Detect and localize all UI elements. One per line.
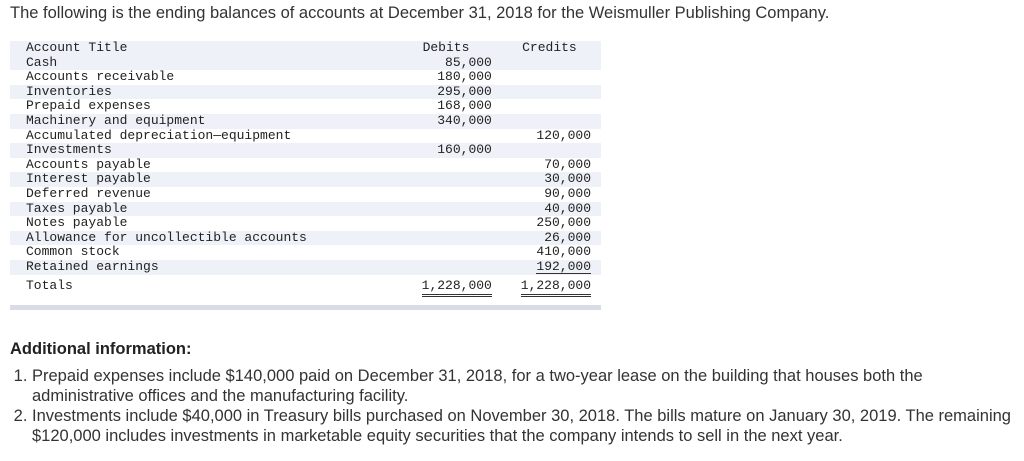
account-title-cell: Inventories	[10, 85, 394, 100]
account-title-cell: Allowance for uncollectible accounts	[10, 231, 394, 246]
debit-cell	[394, 114, 498, 129]
credit-cell	[498, 114, 601, 129]
credit-cell	[498, 202, 601, 217]
credit-value: 250,000	[536, 215, 591, 231]
table-row	[10, 70, 601, 85]
header-credits: Credits	[498, 41, 601, 56]
debit-cell	[394, 158, 498, 173]
debit-value: 340,000	[437, 112, 492, 128]
credit-value: 410,000	[536, 244, 591, 260]
table-row	[10, 172, 601, 187]
table-row	[10, 99, 601, 114]
account-title-cell: Accounts payable	[26, 156, 151, 172]
debit-cell	[394, 172, 498, 187]
debit-cell	[394, 202, 498, 217]
table-row	[10, 143, 601, 158]
account-title-cell: Deferred revenue	[26, 185, 151, 201]
account-title-cell: Cash	[10, 56, 394, 71]
credit-value: 30,000	[544, 171, 591, 187]
debit-cell	[394, 260, 498, 275]
credit-cell	[498, 172, 601, 187]
debit-cell	[394, 245, 498, 260]
credit-value: 70,000	[544, 156, 591, 172]
debit-value: 180,000	[437, 69, 492, 85]
credit-value: 40,000	[544, 200, 591, 216]
debit-value: 168,000	[437, 98, 492, 114]
table-row	[10, 245, 601, 260]
credit-cell	[498, 99, 601, 114]
debit-value: 85,000	[445, 54, 492, 70]
table-row	[10, 85, 601, 100]
table-row	[10, 231, 601, 246]
debit-value: 295,000	[437, 83, 492, 99]
account-title-cell: Retained earnings	[10, 260, 394, 275]
table-row	[10, 187, 601, 202]
credit-cell	[498, 231, 601, 246]
credit-cell	[498, 56, 601, 71]
account-title-cell: Machinery and equipment	[10, 114, 394, 129]
total-credits-value: 1,228,000	[521, 278, 591, 297]
header-debits: Debits	[394, 41, 498, 56]
total-debits-value: 1,228,000	[422, 278, 492, 297]
table-row	[10, 216, 601, 231]
list-item: 1. Prepaid expenses include $140,000 paid on December 31, 2018, for a two-year lease on the building that houses both the administrative offices and the manufacturing facility.	[32, 366, 1012, 406]
additional-info-heading: Additional information:	[10, 340, 192, 358]
credit-cell	[498, 129, 601, 144]
credit-value: 192,000	[536, 258, 591, 274]
totals-row	[10, 275, 601, 297]
account-title-cell: Prepaid expenses	[26, 98, 151, 114]
account-title-cell: Accumulated depreciation—equipment	[26, 127, 292, 143]
credit-cell	[498, 85, 601, 100]
credit-cell	[498, 70, 601, 85]
table-row	[10, 129, 601, 144]
intro-text: The following is the ending balances of accounts at December 31, 2018 for the Weismuller Publishing Company.	[10, 4, 830, 22]
credit-cell	[498, 216, 601, 231]
credit-cell	[498, 158, 601, 173]
account-title-cell: Taxes payable	[10, 202, 394, 217]
credit-cell	[498, 260, 601, 275]
header-account-title: Account Title	[10, 41, 394, 56]
account-title-cell: Common stock	[26, 244, 120, 260]
debit-cell	[394, 129, 498, 144]
table-row	[10, 260, 601, 275]
table-row	[10, 158, 601, 173]
debit-cell	[394, 70, 498, 85]
total-debits-cell	[394, 275, 498, 297]
table-bottom-bar	[10, 305, 601, 310]
debit-cell	[394, 143, 498, 158]
account-title-cell: Accounts receivable	[26, 69, 175, 85]
table-row	[10, 114, 601, 129]
credit-cell	[498, 143, 601, 158]
credit-cell	[498, 245, 601, 260]
total-credits-cell	[498, 275, 601, 297]
debit-cell	[394, 99, 498, 114]
credit-value: 26,000	[544, 229, 591, 245]
debit-cell	[394, 231, 498, 246]
debit-cell	[394, 85, 498, 100]
table-row	[10, 202, 601, 217]
debit-value: 160,000	[437, 142, 492, 158]
table-header-row	[10, 41, 601, 56]
account-title-cell: Notes payable	[26, 215, 128, 231]
list-item: 2. Investments include $40,000 in Treasury bills purchased on November 30, 2018. The bills mature on January 30, 2019. The remaining $120,000 includes investments in marketable equity securities that the company intends to sell in the next year.	[32, 406, 1012, 446]
credit-value: 90,000	[544, 185, 591, 201]
credit-cell	[498, 187, 601, 202]
account-title-cell: Investments	[10, 143, 394, 158]
debit-cell	[394, 56, 498, 71]
totals-label: Totals	[10, 275, 394, 297]
debit-cell	[394, 187, 498, 202]
trial-balance-table-container	[10, 41, 601, 310]
trial-balance-table	[10, 41, 601, 297]
debit-cell	[394, 216, 498, 231]
account-title-cell: Interest payable	[10, 172, 394, 187]
credit-value: 120,000	[536, 127, 591, 143]
table-row	[10, 56, 601, 71]
additional-info-list	[10, 366, 1012, 446]
